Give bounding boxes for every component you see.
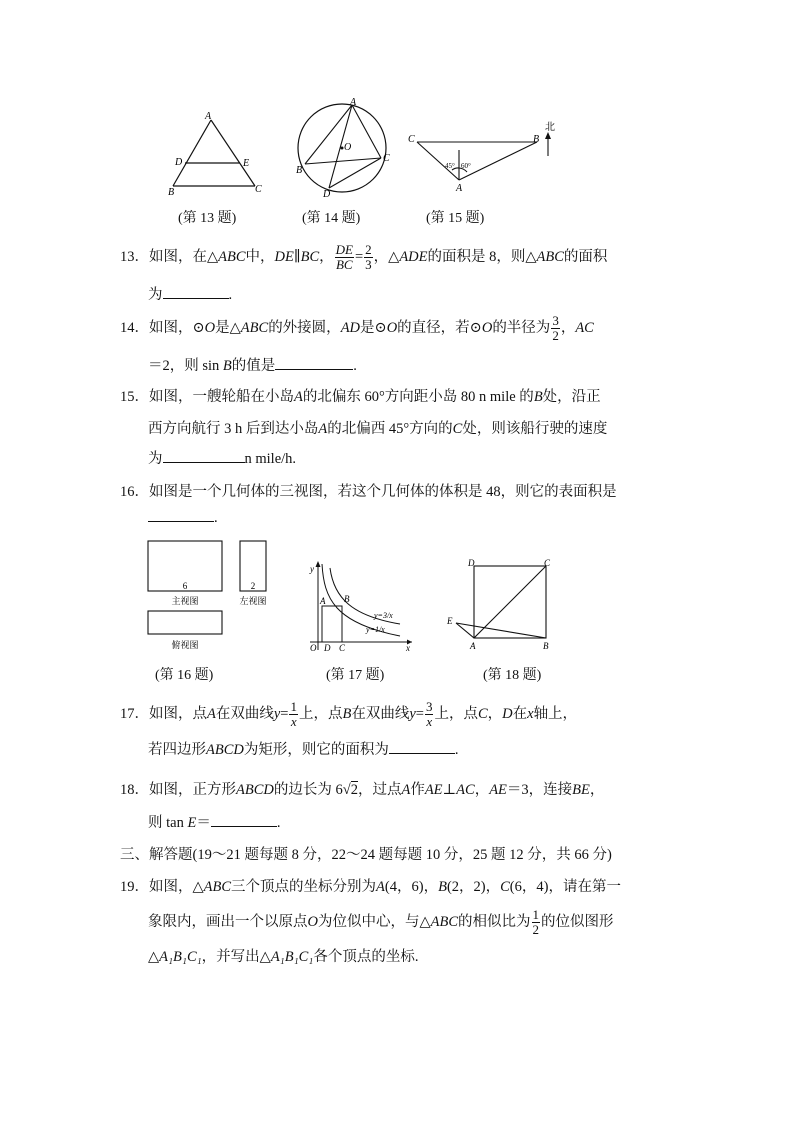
q19-text: △ — [148, 949, 160, 965]
question-17-line-1 — [120, 700, 577, 729]
q15-text: 西方向航行 3 h 后到达小岛 — [148, 421, 319, 437]
q13-text: 的面积是 8，则△ — [427, 248, 537, 265]
answer-blank-13[interactable] — [163, 297, 229, 299]
q19-var: A₁B₁C₁ — [159, 949, 202, 965]
q18-text: ＝3，连接 — [506, 782, 573, 798]
question-13-line-1 — [120, 243, 607, 272]
q13-text: ，△ — [373, 248, 400, 265]
question-18-line-2 — [148, 811, 280, 832]
q15-var: A — [294, 389, 303, 405]
caption-18: (第 18 题) — [483, 668, 542, 683]
q15-text: 的北偏西 45°方向的 — [327, 421, 453, 437]
q18-var: BE — [572, 782, 590, 798]
q17-symbol: = — [280, 705, 289, 722]
label-c: C — [544, 558, 551, 568]
label-o: O — [344, 142, 352, 153]
question-16-line-1 — [120, 480, 617, 501]
q14-var: B — [222, 358, 232, 374]
figure-16-three-views — [140, 538, 275, 656]
label-e: E — [447, 616, 453, 626]
q19-text: 象限内，画出一个以原点 — [148, 913, 308, 930]
answer-blank-16[interactable] — [148, 520, 214, 522]
question-17-line-2 — [148, 738, 458, 759]
q13-var: DE — [274, 248, 294, 265]
label-b: B — [296, 165, 303, 176]
q15-var: B — [533, 389, 543, 405]
q18-number: 18． — [120, 782, 149, 798]
q19-text: 各个顶点的坐标. — [313, 949, 419, 965]
question-14-line-2 — [148, 354, 357, 375]
q18-var: AC — [456, 782, 475, 798]
label-c: C — [383, 153, 390, 164]
label-b: B — [543, 641, 549, 651]
q15-var: C — [452, 421, 463, 437]
q14-text: . — [353, 358, 357, 374]
q19-text: (2，2)， — [446, 879, 501, 895]
q17-text: 若四边形 — [148, 742, 206, 758]
q13-var: BC — [300, 248, 320, 265]
q16-text: 如图是一个几何体的三视图，若这个几何体的体积是 48，则它的表面积是 — [149, 484, 617, 500]
q19-var: B — [438, 879, 447, 895]
q13-value-fraction: $\frac{2}{3}$ — [365, 242, 372, 272]
label-a: A — [320, 596, 326, 606]
label-front-view: 主视图 — [171, 596, 199, 606]
q14-var: AD — [340, 319, 361, 336]
question-19-line-2 — [148, 908, 614, 937]
q17-fraction-1-over-x: $\frac{1}{x}$ — [290, 699, 297, 729]
q19-var: O — [307, 913, 318, 930]
q17-var: x — [527, 705, 534, 722]
label-x-axis: x — [406, 643, 410, 653]
q13-text: . — [228, 287, 233, 303]
q18-text: 则 tan — [148, 815, 188, 831]
label-d: D — [324, 643, 331, 653]
q17-text: 如图，点 — [149, 705, 207, 722]
q13-text: ， — [319, 248, 334, 265]
question-15-line-1 — [120, 385, 601, 406]
q18-var: AE — [424, 782, 443, 798]
q18-text: ， — [474, 782, 490, 798]
q18-text: 作 — [410, 782, 425, 798]
q13-text: 的面积 — [563, 248, 608, 265]
figure-13-triangle — [165, 110, 265, 200]
label-d: D — [175, 157, 183, 168]
label-curve-3-over-x: y=3/x — [374, 611, 393, 620]
question-15-line-2 — [148, 417, 607, 438]
q17-text: 在双曲线 — [351, 705, 410, 722]
label-top-view: 俯视图 — [171, 640, 199, 650]
caption-15: (第 15 题) — [426, 211, 485, 226]
q14-text: 的外接圆， — [268, 319, 341, 336]
q14-radius-fraction: $\frac{3}{2}$ — [552, 313, 559, 343]
q19-var: A₁B₁C₁ — [270, 949, 314, 965]
answer-blank-14[interactable] — [275, 368, 353, 370]
q18-var: E — [187, 815, 197, 831]
q14-var: O — [481, 319, 493, 336]
q14-number: 14． — [120, 319, 149, 336]
q19-number: 19． — [120, 879, 149, 895]
q13-symbol: ∥ — [293, 248, 301, 265]
q14-var: O — [386, 319, 398, 336]
label-a: A — [205, 111, 212, 122]
label-c: C — [339, 643, 346, 653]
q17-text: 上，点 — [298, 705, 343, 722]
q15-var: A — [318, 421, 328, 437]
question-16-line-2 — [148, 510, 218, 527]
answer-blank-17[interactable] — [389, 752, 455, 754]
q17-var: C — [477, 705, 488, 722]
q19-var: ABC — [430, 913, 459, 930]
q13-var: ABC — [218, 248, 246, 265]
q15-text: 的北偏东 60°方向距小岛 80 n mile 的 — [302, 389, 534, 405]
q19-var: C — [500, 879, 510, 895]
question-13-line-2 — [148, 283, 232, 304]
q19-ratio-fraction: $\frac{1}{2}$ — [532, 907, 540, 937]
q17-var: B — [342, 705, 352, 722]
q17-var: y — [273, 705, 281, 722]
label-d: D — [468, 558, 475, 568]
q18-var: AE — [489, 782, 507, 798]
label-45deg: 45° — [445, 162, 455, 170]
q15-text: 如图，一艘轮船在小岛 — [149, 389, 294, 405]
label-y-axis: y — [310, 564, 314, 574]
label-a: A — [470, 641, 476, 651]
q19-text: 三个顶点的坐标分别为 — [231, 879, 377, 895]
q14-text: ， — [560, 319, 576, 336]
q13-number: 13． — [120, 248, 149, 265]
q14-text: 的值是 — [231, 358, 276, 374]
question-18-line-1 — [120, 778, 604, 799]
sqrt-symbol: √ — [342, 782, 351, 798]
q13-text: 如图，在△ — [149, 248, 219, 265]
label-length-6: 6 — [182, 581, 188, 591]
q17-var: D — [502, 705, 513, 722]
caption-13: (第 13 题) — [178, 211, 237, 226]
q13-symbol: = — [354, 248, 364, 265]
question-19-line-3 — [148, 945, 418, 966]
q17-text: 为矩形，则它的面积为 — [243, 742, 389, 758]
figure-18-square — [440, 558, 560, 654]
q14-var: O — [204, 319, 216, 336]
q18-text: 的边长为 6 — [273, 782, 343, 798]
q17-text: ， — [487, 705, 503, 722]
label-a: A — [350, 98, 357, 108]
caption-16: (第 16 题) — [155, 668, 214, 683]
q18-text: ，过点 — [357, 782, 402, 798]
q16-number: 16． — [120, 484, 149, 500]
label-a: A — [456, 183, 463, 194]
q17-text: 轴上， — [533, 705, 578, 722]
q19-text: (4，6)， — [384, 879, 439, 895]
q18-symbol: ⊥ — [442, 782, 457, 798]
q19-text: 的位似图形 — [541, 913, 614, 930]
q16-text: . — [214, 510, 218, 526]
label-width-2: 2 — [250, 581, 256, 591]
q18-radicand: 2 — [350, 782, 358, 798]
q17-text: 上，点 — [434, 705, 478, 722]
q14-var: ABC — [240, 319, 269, 336]
label-e: E — [243, 158, 250, 169]
q17-text: 在 — [512, 705, 528, 722]
answer-blank-18[interactable] — [211, 825, 277, 827]
label-b: B — [344, 594, 350, 604]
q19-text: 如图，△ — [149, 879, 204, 895]
q19-text: (6，4)，请在第一 — [509, 879, 621, 895]
q17-var: A — [207, 705, 216, 722]
q17-fraction-3-over-x: $\frac{3}{x}$ — [425, 699, 433, 729]
q19-var: A — [376, 879, 385, 895]
q14-var: AC — [575, 319, 594, 336]
label-north: 北 — [545, 122, 555, 133]
q15-text: 为 — [148, 451, 163, 467]
label-c: C — [255, 184, 262, 195]
q19-text: 的相似比为 — [458, 913, 531, 930]
q14-text: 如图，⊙ — [149, 319, 205, 336]
q15-text: n mile/h. — [244, 451, 297, 467]
q13-text: 中， — [245, 248, 275, 265]
q13-var: ADE — [399, 248, 428, 265]
question-15-line-3 — [148, 447, 296, 468]
caption-17: (第 17 题) — [326, 668, 385, 683]
q13-ratio-fraction: $\frac{DE}{BC}$ — [335, 242, 353, 272]
q15-text: 处，沿正 — [542, 389, 601, 405]
section-3-heading: 三、解答题(19～21 题每题 8 分，22～24 题每题 10 分，25 题 12 分，共 66 分) — [120, 847, 612, 863]
q18-text: 如图，正方形 — [149, 782, 236, 798]
q13-text: 为 — [148, 287, 163, 303]
q18-text: ＝ — [196, 815, 211, 831]
q15-text: 处，则该船行驶的速度 — [462, 421, 608, 437]
q17-number: 17． — [120, 705, 149, 722]
label-d: D — [323, 189, 331, 198]
q17-symbol: = — [415, 705, 424, 722]
q14-text: 是⊙ — [360, 319, 387, 336]
q14-text: 的半径为 — [492, 319, 551, 336]
label-c: C — [408, 134, 415, 145]
q13-var: ABC — [536, 248, 564, 265]
q19-var: ABC — [203, 879, 232, 895]
figure-14-circle — [292, 98, 392, 198]
q15-number: 15． — [120, 389, 149, 405]
q19-text: ，并写出△ — [201, 949, 271, 965]
label-o: O — [310, 643, 317, 653]
question-14-line-1 — [120, 314, 594, 343]
q14-text: ＝2，则 sin — [148, 358, 223, 374]
q14-text: 的直径，若⊙ — [397, 319, 482, 336]
question-19-line-1 — [120, 875, 621, 896]
caption-14: (第 14 题) — [302, 211, 361, 226]
figure-15-navigation — [405, 120, 570, 200]
q17-var: y — [409, 705, 416, 722]
label-b: B — [533, 134, 540, 145]
q18-text: ， — [589, 782, 605, 798]
q14-text: 是△ — [215, 319, 241, 336]
answer-blank-15[interactable] — [163, 461, 245, 463]
label-60deg: 60° — [461, 162, 471, 170]
q17-text: 在双曲线 — [215, 705, 274, 722]
q19-text: 为位似中心，与△ — [317, 913, 431, 930]
figure-17-hyperbolas — [300, 558, 420, 654]
label-curve-1-over-x: y=1/x — [366, 625, 385, 634]
label-left-view: 左视图 — [239, 596, 267, 606]
q18-var: ABCD — [236, 782, 274, 798]
q18-var: A — [401, 782, 411, 798]
q17-var: ABCD — [206, 742, 244, 758]
q18-text: . — [276, 815, 281, 831]
q17-text: . — [454, 742, 459, 758]
label-b: B — [168, 187, 175, 198]
